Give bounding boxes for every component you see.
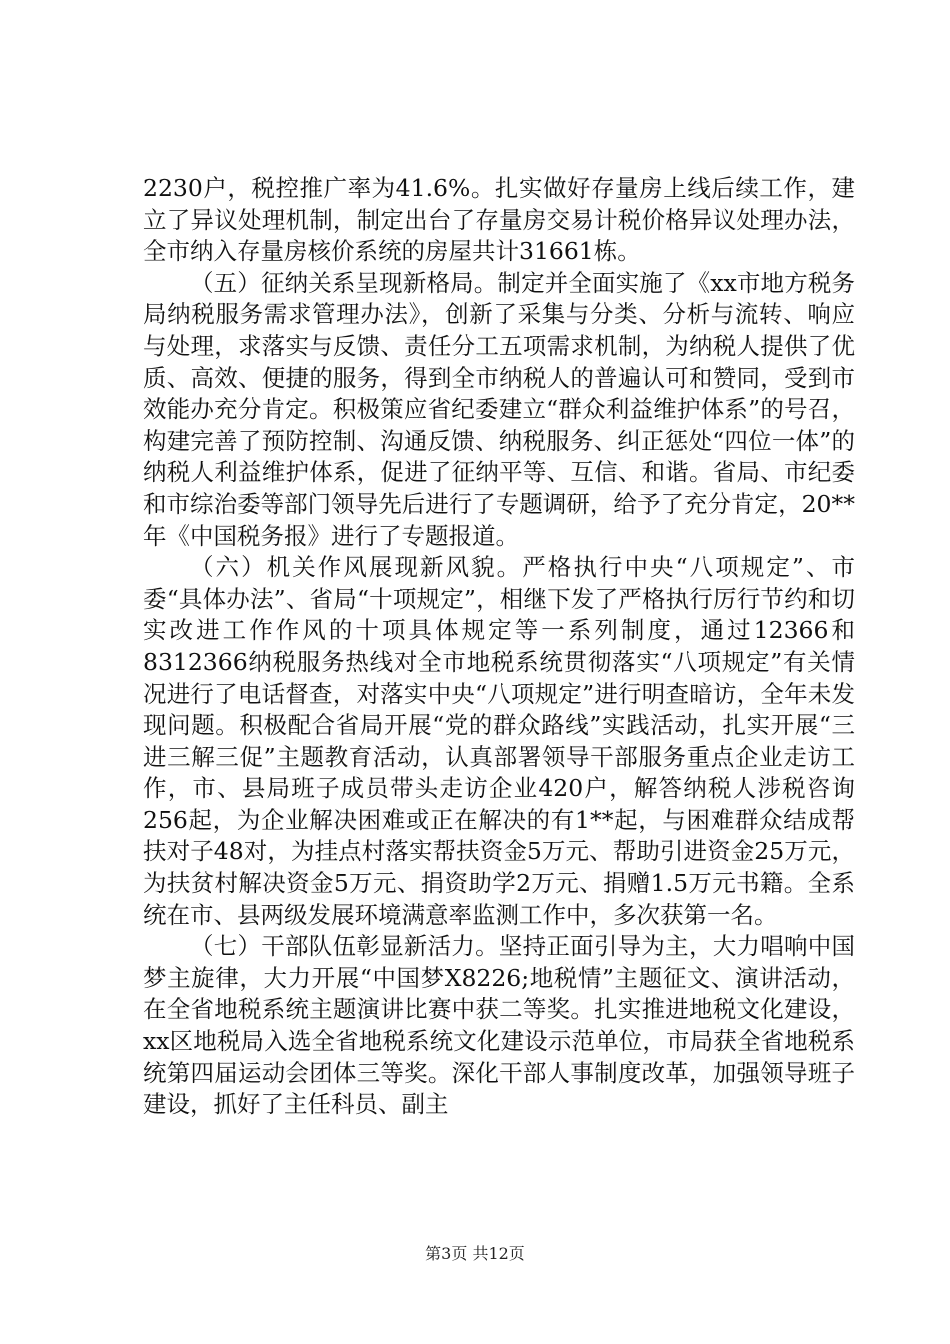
document-body bbox=[143, 173, 855, 1121]
paragraph-tax-relations: （五）征纳关系呈现新格局。制定并全面实施了《xx市地方税务局纳税服务需求管理办法》，创新了采集与分类、分析与流转、响应与处理，求落实与反馈、责任分工五项需求机制，为纳税人提供了优质、高效、便捷的服务，得到全市纳税人的普遍认可和赞同，受到市效能办充分肯定。积极策应省纪委建立“群众利益维护体系”的号召，构建完善了预防控制、沟通反馈、纳税服务、纠正惩处“四位一体”的纳税人利益维护体系，促进了征纳平等、互信、和谐。省局、市纪委和市综治委等部门领导先后进行了专题调研，给予了充分肯定，20**年《中国税务报》进行了专题报道。 bbox=[143, 268, 855, 550]
paragraph-work-style: （六）机关作风展现新风貌。严格执行中央“八项规定”、市委“具体办法”、省局“十项规定”，相继下发了严格执行厉行节约和切实改进工作作风的十项具体规定等一系列制度，通过12366和8312366纳税服务热线对全市地税系统贯彻落实“八项规定”有关情况进行了电话督查，对落实中央“八项规定”进行明查暗访，全年未发现问题。积极配合省局开展“党的群众路线”实践活动，扎实开展“三进三解三促”主题教育活动，认真部署领导干部服务重点企业走访工作，市、县局班子成员带头走访企业420户，解答纳税人涉税咨询256起，为企业解决困难或正在解决的有1**起，与困难群众结成帮扶对子48对，为挂点村落实帮扶资金5万元、帮助引进资金25万元，为扶贫村解决资金5万元、捐资助学2万元、捐赠1.5万元书籍。全系统在市、县两级发展环境满意率监测工作中，多次获第一名。 bbox=[143, 553, 855, 929]
paragraph-continuation: 2230户，税控推广率为41.6%。扎实做好存量房上线后续工作，建立了异议处理机制，制定出台了存量房交易计税价格异议处理办法，全市纳入存量房核价系统的房屋共计31661栋。 bbox=[143, 174, 855, 266]
paragraph-staff-team: （七）干部队伍彰显新活力。坚持正面引导为主，大力唱响中国梦主旋律，大力开展“中国梦X8226;地税情”主题征文、演讲活动，在全省地税系统主题演讲比赛中获二等奖。扎实推进地税文化建设，xx区地税局入选全省地税系统文化建设示范单位，市局获全省地税系统第四届运动会团体三等奖。深化干部人事制度改革，加强领导班子建设，抓好了主任科员、副主 bbox=[143, 932, 855, 1119]
page-footer: 第3页 共12页 bbox=[425, 1244, 525, 1263]
